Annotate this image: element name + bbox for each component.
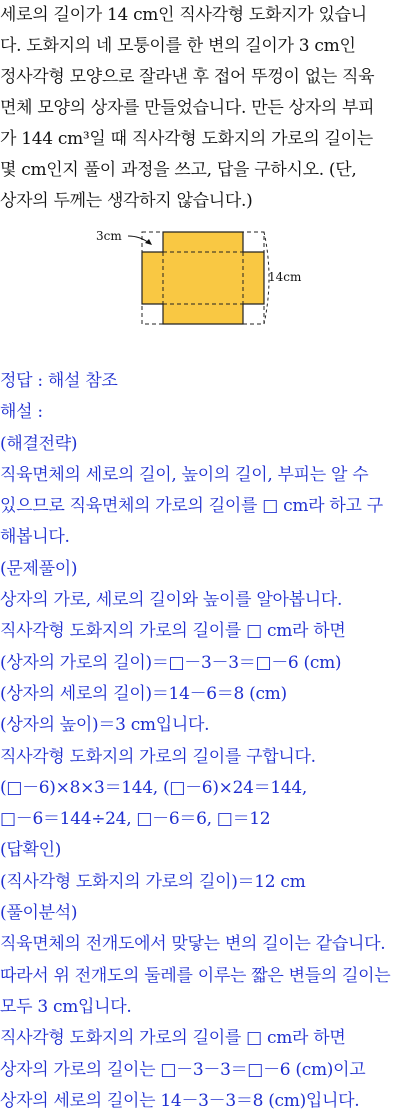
answer-line: 직사각형 도화지의 가로의 길이를 □ cm라 하면	[0, 621, 346, 642]
answer-line: (답확인)	[0, 840, 62, 861]
problem-line: 면체 모양의 상자를 만들었습니다. 만든 상자의 부피	[0, 98, 375, 118]
problem-line: 세로의 길이가 14 cm인 직사각형 도화지가 있습니	[0, 5, 367, 25]
answer-line: (문제풀이)	[0, 558, 78, 579]
answer-line: (직사각형 도화지의 가로의 길이)＝12 cm	[0, 871, 306, 892]
answer-line: 상자의 세로의 길이는 14－3－3＝8 (cm)입니다.	[0, 1090, 360, 1111]
answer-section	[0, 366, 400, 1117]
answer-line: 해봅니다.	[0, 527, 70, 548]
box-net-diagram	[94, 224, 314, 332]
problem-line: 상자의 두께는 생각하지 않습니다.)	[0, 191, 253, 211]
corner-size-label: 3cm	[96, 229, 122, 243]
box-net-shape	[142, 232, 264, 324]
box-net-figure	[94, 224, 314, 332]
height-label: 14cm	[268, 270, 302, 284]
arrow-head	[145, 239, 152, 245]
problem-line: 가 144 cm³일 때 직사각형 도화지의 가로의 길이는	[0, 129, 373, 149]
corner-arrow	[128, 236, 149, 243]
answer-line: (□－6)×8×3＝144, (□－6)×24＝144,	[0, 777, 307, 798]
answer-line: 상자의 가로의 길이는 □－3－3＝□－6 (cm)이고	[0, 1059, 366, 1080]
answer-line: (해결전략)	[0, 433, 78, 454]
answer-line: (상자의 세로의 길이)＝14－6＝8 (cm)	[0, 683, 287, 704]
answer-line: (상자의 높이)＝3 cm입니다.	[0, 715, 210, 736]
answer-line: 있으므로 직육면체의 가로의 길이를 □ cm라 하고 구	[0, 496, 383, 517]
problem-line: 정사각형 모양으로 잘라낸 후 접어 뚜껑이 없는 직육	[0, 67, 375, 87]
answer-line: □－6＝144÷24, □－6＝6, □＝12	[0, 809, 271, 830]
answer-line: (풀이분석)	[0, 903, 78, 924]
answer-line: 해설 :	[0, 402, 43, 423]
problem-line: 다. 도화지의 네 모퉁이를 한 변의 길이가 3 cm인	[0, 36, 356, 56]
answer-line: 모두 3 cm입니다.	[0, 996, 132, 1017]
problem-text	[0, 0, 400, 217]
answer-line: (상자의 가로의 길이)＝□－3－3＝□－6 (cm)	[0, 652, 342, 673]
answer-line: 직사각형 도화지의 가로의 길이를 □ cm라 하면	[0, 1028, 346, 1049]
answer-line: 정답 : 해설 참조	[0, 371, 118, 391]
answer-line: 상자의 가로, 세로의 길이와 높이를 알아봅니다.	[0, 590, 343, 611]
problem-line: 몇 cm인지 풀이 과정을 쓰고, 답을 구하시오. (단,	[0, 160, 357, 180]
answer-line: 직육면체의 전개도에서 맞닿는 변의 길이는 같습니다.	[0, 934, 386, 955]
answer-line: 직사각형 도화지의 가로의 길이를 구합니다.	[0, 746, 316, 767]
answer-line: 따라서 위 전개도의 둘레를 이루는 짧은 변들의 길이는	[0, 965, 391, 986]
answer-line: 직육면체의 세로의 길이, 높이의 길이, 부피는 알 수	[0, 464, 369, 485]
